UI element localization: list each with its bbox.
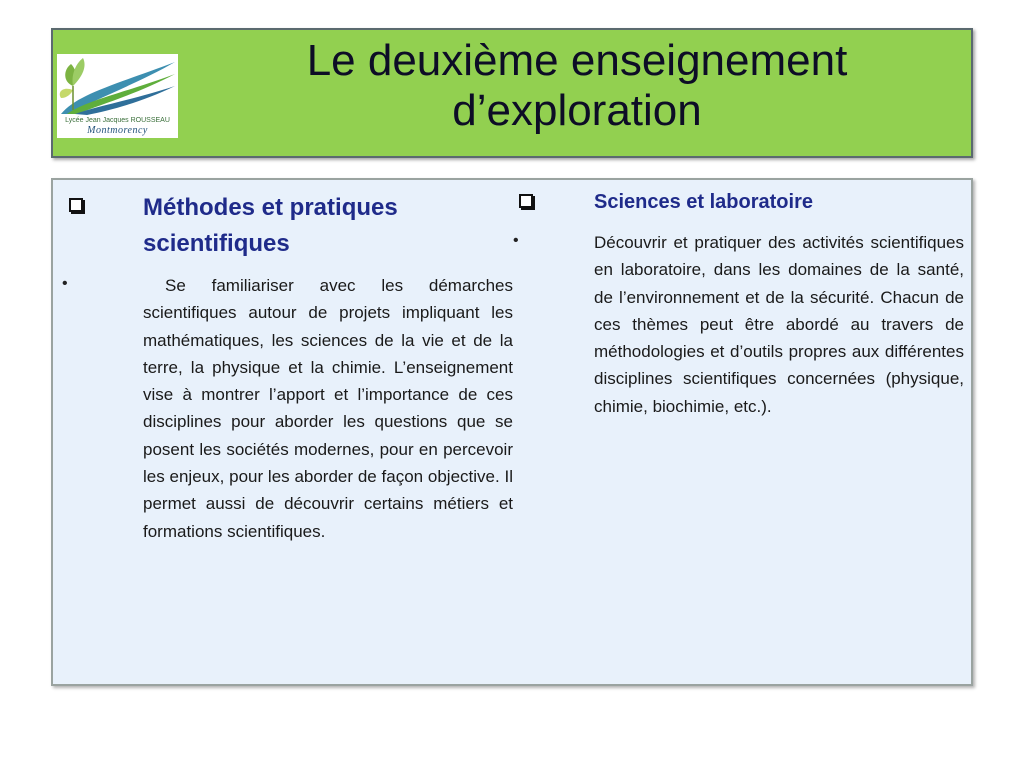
section-text: Se familiariser avec les démarches scientifiques autour de projets impliquant les mathématiques, les sciences de la vie et de la terre, la physique et la chimie. L’enseignement vise à montrer l’apport et l’importance de ces disciplines pour aborder les questions que se posent les sociétés modernes, pour en percevoir les enjeux, pour les aborder de façon objective. Il permet aussi de découvrir certains métiers et formations scientifiques. [143, 276, 513, 541]
bullet-icon: • [513, 232, 519, 249]
logo-town-name: Montmorency [87, 125, 148, 136]
school-logo [57, 54, 178, 138]
bullet-icon: • [62, 275, 68, 292]
checkbox-icon [69, 198, 83, 212]
logo-leaves-icon [57, 54, 178, 116]
content-panel [51, 178, 973, 686]
page-title: Le deuxième enseignement d’exploration [306, 36, 848, 135]
section-text: Découvrir et pratiquer des activités scientifiques en laboratoire, dans les domaines de la santé, de l’environnement et de la sécurité. Chacun de ces thèmes peut être abordé au travers de méthodologies et d’outils propres aux différentes disciplines scientifiques concernées (physique, chimie, biochimie, etc.). [594, 233, 964, 416]
section-heading: Méthodes et pratiques scientifiques [143, 194, 398, 257]
logo-school-name: Lycée Jean Jacques ROUSSEAU [65, 117, 170, 124]
checkbox-icon [519, 194, 533, 208]
section-heading: Sciences et laboratoire [594, 191, 813, 213]
title-bar [51, 28, 973, 158]
